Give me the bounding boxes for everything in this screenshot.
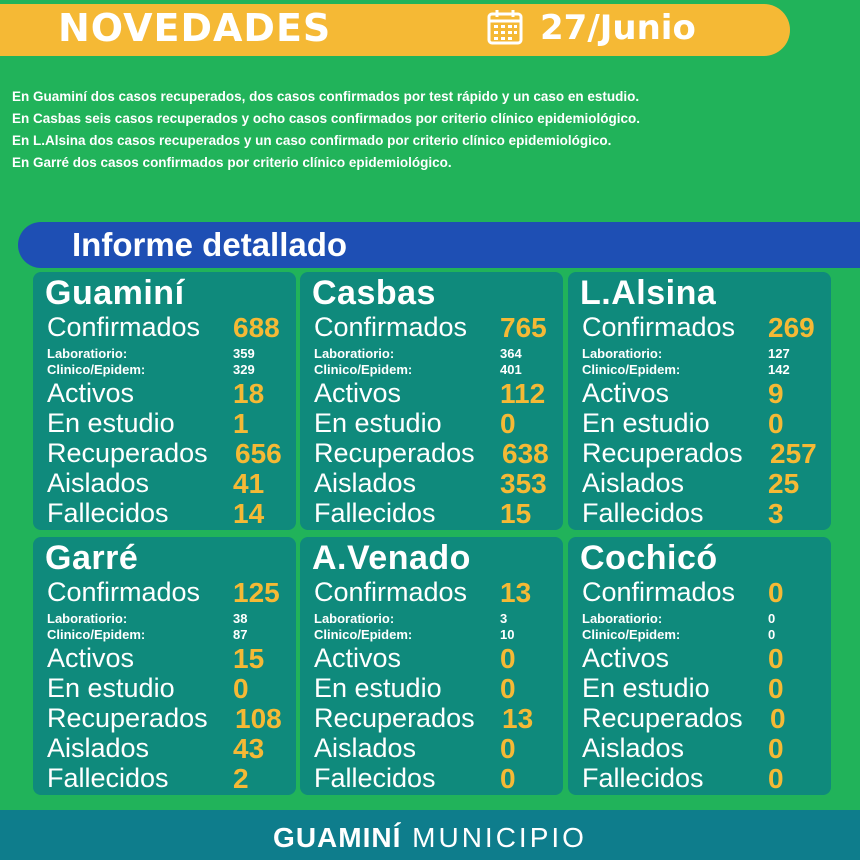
locality-name: Guaminí <box>45 274 185 312</box>
stat-row-laboratorio <box>314 346 555 362</box>
stat-label: Activos <box>582 378 670 408</box>
stat-row-fallecidos <box>582 763 823 793</box>
stat-row-recuperados <box>582 703 823 733</box>
stat-value: 127 <box>768 346 790 361</box>
stat-value: 0 <box>233 673 249 704</box>
locality-name: Cochicó <box>580 539 718 577</box>
news-item: En Casbas seis casos recuperados y ocho casos confirmados por criterio clínico epidemiológico. <box>12 111 640 126</box>
stat-row-clinico <box>582 627 823 643</box>
stat-row-aislados <box>582 733 823 763</box>
stat-value: 0 <box>768 627 776 642</box>
locality-name: Casbas <box>312 274 436 312</box>
header-title: NOVEDADES <box>58 6 332 50</box>
stat-value: 15 <box>233 643 265 674</box>
stat-row-activos <box>47 378 288 408</box>
stat-value: 0 <box>768 577 784 608</box>
header-date: 27/Junio <box>540 8 696 48</box>
stat-label: Clinico/Epidem: <box>582 362 681 377</box>
locality-card <box>300 537 563 795</box>
calendar-icon <box>486 8 524 46</box>
stat-value: 0 <box>768 733 784 764</box>
stat-label: Laboratiorio: <box>47 346 128 361</box>
stat-value: 13 <box>502 703 534 734</box>
stat-value: 0 <box>768 643 784 674</box>
stat-label: En estudio <box>582 408 710 438</box>
stat-value: 765 <box>500 312 547 343</box>
stat-label: Activos <box>582 643 670 673</box>
stat-value: 0 <box>768 763 784 794</box>
stat-value: 0 <box>770 703 786 734</box>
stat-value: 142 <box>768 362 790 377</box>
locality-card <box>568 272 831 530</box>
stat-value: 14 <box>233 498 265 529</box>
stat-row-laboratorio <box>582 611 823 627</box>
stat-row-activos <box>47 643 288 673</box>
stat-row-activos <box>314 643 555 673</box>
stat-row-laboratorio <box>47 346 288 362</box>
stat-row-confirmados <box>582 577 823 607</box>
stat-row-confirmados <box>47 577 288 607</box>
stat-value: 3 <box>768 498 784 529</box>
stat-value: 1 <box>233 408 249 439</box>
stat-label: Clinico/Epidem: <box>314 362 413 377</box>
stat-label: Aislados <box>314 733 417 763</box>
stat-value: 10 <box>500 627 515 642</box>
stat-label: Clinico/Epidem: <box>47 627 146 642</box>
stat-row-en-estudio <box>314 673 555 703</box>
stat-value: 3 <box>500 611 508 626</box>
stat-value: 0 <box>500 643 516 674</box>
locality-name: A.Venado <box>312 539 471 577</box>
stat-row-fallecidos <box>47 498 288 528</box>
stat-row-activos <box>314 378 555 408</box>
stat-row-en-estudio <box>314 408 555 438</box>
stat-value: 401 <box>500 362 522 377</box>
stat-row-laboratorio <box>314 611 555 627</box>
stat-label: Recuperados <box>314 703 475 733</box>
stat-row-clinico <box>47 362 288 378</box>
stat-value: 0 <box>768 611 776 626</box>
stat-label: Recuperados <box>47 703 208 733</box>
stat-row-confirmados <box>47 312 288 342</box>
stat-label: En estudio <box>47 673 175 703</box>
stat-value: 656 <box>235 438 282 469</box>
locality-name: Garré <box>45 539 139 577</box>
stat-value: 9 <box>768 378 784 409</box>
stat-label: Recuperados <box>582 703 743 733</box>
stat-label: Confirmados <box>47 577 201 607</box>
stat-row-en-estudio <box>47 408 288 438</box>
stat-value: 18 <box>233 378 265 409</box>
stat-row-laboratorio <box>582 346 823 362</box>
stat-label: Aislados <box>582 468 685 498</box>
stat-label: Confirmados <box>582 577 736 607</box>
stat-label: Clinico/Epidem: <box>47 362 146 377</box>
stat-row-aislados <box>582 468 823 498</box>
stat-label: Aislados <box>582 733 685 763</box>
stat-value: 364 <box>500 346 522 361</box>
stat-value: 2 <box>233 763 249 794</box>
stat-row-laboratorio <box>47 611 288 627</box>
stat-value: 0 <box>768 408 784 439</box>
stat-label: Activos <box>47 643 135 673</box>
stat-label: Confirmados <box>47 312 201 342</box>
stat-value: 43 <box>233 733 265 764</box>
footer-brand-name: GUAMINÍ <box>273 822 402 853</box>
stat-row-fallecidos <box>314 498 555 528</box>
stat-value: 41 <box>233 468 265 499</box>
detail-title: Informe detallado <box>72 226 348 263</box>
locality-card <box>33 272 296 530</box>
footer-brand <box>0 822 860 854</box>
stat-label: Laboratiorio: <box>47 611 128 626</box>
stat-row-en-estudio <box>47 673 288 703</box>
stat-row-activos <box>582 643 823 673</box>
stat-value: 0 <box>500 408 516 439</box>
stat-label: Recuperados <box>314 438 475 468</box>
stat-label: Fallecidos <box>582 763 704 793</box>
stat-value: 638 <box>502 438 549 469</box>
stat-label: Fallecidos <box>314 498 436 528</box>
stat-row-recuperados <box>582 438 823 468</box>
stat-value: 0 <box>500 733 516 764</box>
stat-row-confirmados <box>582 312 823 342</box>
stat-label: En estudio <box>314 673 442 703</box>
stat-value: 112 <box>500 378 546 409</box>
stat-row-aislados <box>47 468 288 498</box>
news-list <box>12 86 852 174</box>
stat-label: Aislados <box>47 733 150 763</box>
news-item: En L.Alsina dos casos recuperados y un caso confirmado por criterio clínico epidemiológico. <box>12 133 612 148</box>
stat-value: 257 <box>770 438 817 469</box>
stat-value: 688 <box>233 312 280 343</box>
stat-label: Laboratiorio: <box>314 611 395 626</box>
stat-label: Fallecidos <box>47 763 169 793</box>
stat-value: 87 <box>233 627 248 642</box>
stat-value: 15 <box>500 498 532 529</box>
stat-value: 25 <box>768 468 800 499</box>
stat-label: Clinico/Epidem: <box>314 627 413 642</box>
stat-value: 0 <box>768 673 784 704</box>
stat-value: 359 <box>233 346 255 361</box>
stat-row-recuperados <box>47 703 288 733</box>
stat-label: Aislados <box>47 468 150 498</box>
stat-row-fallecidos <box>47 763 288 793</box>
stat-row-en-estudio <box>582 408 823 438</box>
news-item: En Guaminí dos casos recuperados, dos casos confirmados por test rápido y un caso en estudio. <box>12 89 640 104</box>
stat-row-clinico <box>47 627 288 643</box>
stat-row-aislados <box>47 733 288 763</box>
stat-label: Activos <box>47 378 135 408</box>
stat-value: 38 <box>233 611 248 626</box>
stat-value: 0 <box>500 763 516 794</box>
stat-label: Laboratiorio: <box>582 346 663 361</box>
stat-label: En estudio <box>582 673 710 703</box>
stat-row-recuperados <box>47 438 288 468</box>
footer-brand-suffix: MUNICIPIO <box>412 822 587 853</box>
stat-value: 13 <box>500 577 532 608</box>
stat-value: 269 <box>768 312 815 343</box>
stat-label: Confirmados <box>314 577 468 607</box>
stat-label: Fallecidos <box>47 498 169 528</box>
stat-label: Laboratiorio: <box>582 611 663 626</box>
stat-row-confirmados <box>314 312 555 342</box>
stat-row-activos <box>582 378 823 408</box>
stat-label: En estudio <box>47 408 175 438</box>
stat-label: Confirmados <box>582 312 736 342</box>
stat-row-aislados <box>314 733 555 763</box>
locality-name: L.Alsina <box>580 274 717 312</box>
stat-label: Confirmados <box>314 312 468 342</box>
stat-row-clinico <box>314 627 555 643</box>
stat-label: Laboratiorio: <box>314 346 395 361</box>
stat-label: Fallecidos <box>314 763 436 793</box>
stat-label: Recuperados <box>582 438 743 468</box>
stat-row-clinico <box>582 362 823 378</box>
stat-label: Aislados <box>314 468 417 498</box>
stat-row-fallecidos <box>314 763 555 793</box>
locality-card <box>300 272 563 530</box>
stat-value: 353 <box>500 468 547 499</box>
stat-value: 0 <box>500 673 516 704</box>
stat-row-fallecidos <box>582 498 823 528</box>
stat-row-en-estudio <box>582 673 823 703</box>
stat-label: Activos <box>314 378 402 408</box>
locality-card <box>33 537 296 795</box>
stat-row-recuperados <box>314 438 555 468</box>
stat-value: 329 <box>233 362 255 377</box>
news-item: En Garré dos casos confirmados por criterio clínico epidemiológico. <box>12 155 452 170</box>
stat-value: 108 <box>235 703 282 734</box>
stat-label: Recuperados <box>47 438 208 468</box>
stat-label: En estudio <box>314 408 442 438</box>
stat-label: Clinico/Epidem: <box>582 627 681 642</box>
stat-label: Fallecidos <box>582 498 704 528</box>
stat-row-clinico <box>314 362 555 378</box>
locality-card <box>568 537 831 795</box>
stat-label: Activos <box>314 643 402 673</box>
stat-value: 125 <box>233 577 280 608</box>
stat-row-confirmados <box>314 577 555 607</box>
stat-row-recuperados <box>314 703 555 733</box>
stat-row-aislados <box>314 468 555 498</box>
